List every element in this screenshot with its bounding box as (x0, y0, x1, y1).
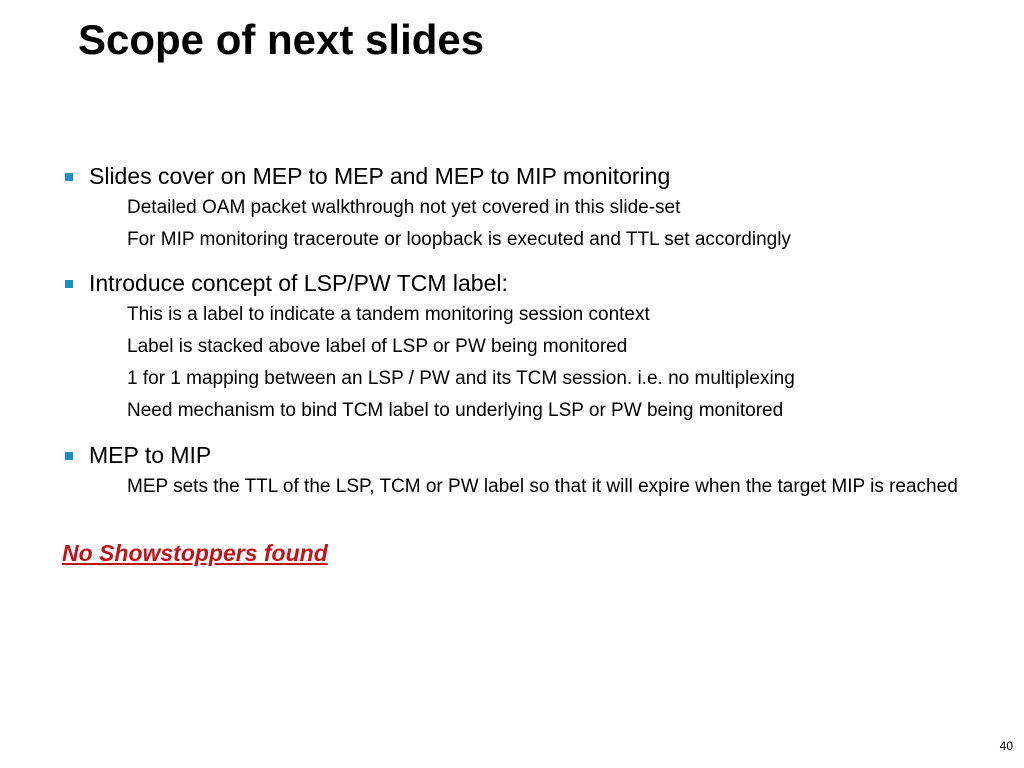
sub-item: For MIP monitoring traceroute or loopback is executed and TTL set accordingly (127, 229, 791, 250)
page-number: 40 (999, 739, 1013, 753)
sub-item: 1 for 1 mapping between an LSP / PW and its TCM session. i.e. no multiplexing (127, 368, 795, 389)
sub-list (62, 475, 982, 498)
bullet-item-3 (62, 441, 982, 469)
bullet-item-2 (62, 269, 982, 297)
bullet-section-2 (62, 269, 982, 431)
bullet-text: Introduce concept of LSP/PW TCM label: (89, 270, 508, 296)
sub-list (62, 196, 982, 251)
bullet-text: MEP to MIP (89, 442, 212, 468)
sub-item: This is a label to indicate a tandem monitoring session context (127, 304, 650, 325)
square-bullet-icon (65, 280, 73, 288)
square-bullet-icon (65, 173, 73, 181)
bullet-text: Slides cover on MEP to MEP and MEP to MIP monitoring (89, 163, 671, 189)
conclusion-text: No Showstoppers found (62, 540, 328, 566)
sub-item: Detailed OAM packet walkthrough not yet covered in this slide-set (127, 197, 681, 218)
bullet-section-3 (62, 441, 982, 507)
sub-item: Label is stacked above label of LSP or PW being monitored (127, 336, 628, 357)
sub-item: MEP sets the TTL of the LSP, TCM or PW label so that it will expire when the target MIP is reached (127, 476, 958, 497)
bullet-item-1 (62, 162, 982, 190)
bullet-section-1 (62, 162, 982, 260)
slide-title: Scope of next slides (78, 16, 485, 63)
square-bullet-icon (65, 452, 73, 460)
sub-list (62, 303, 982, 422)
sub-item: Need mechanism to bind TCM label to underlying LSP or PW being monitored (127, 400, 784, 421)
